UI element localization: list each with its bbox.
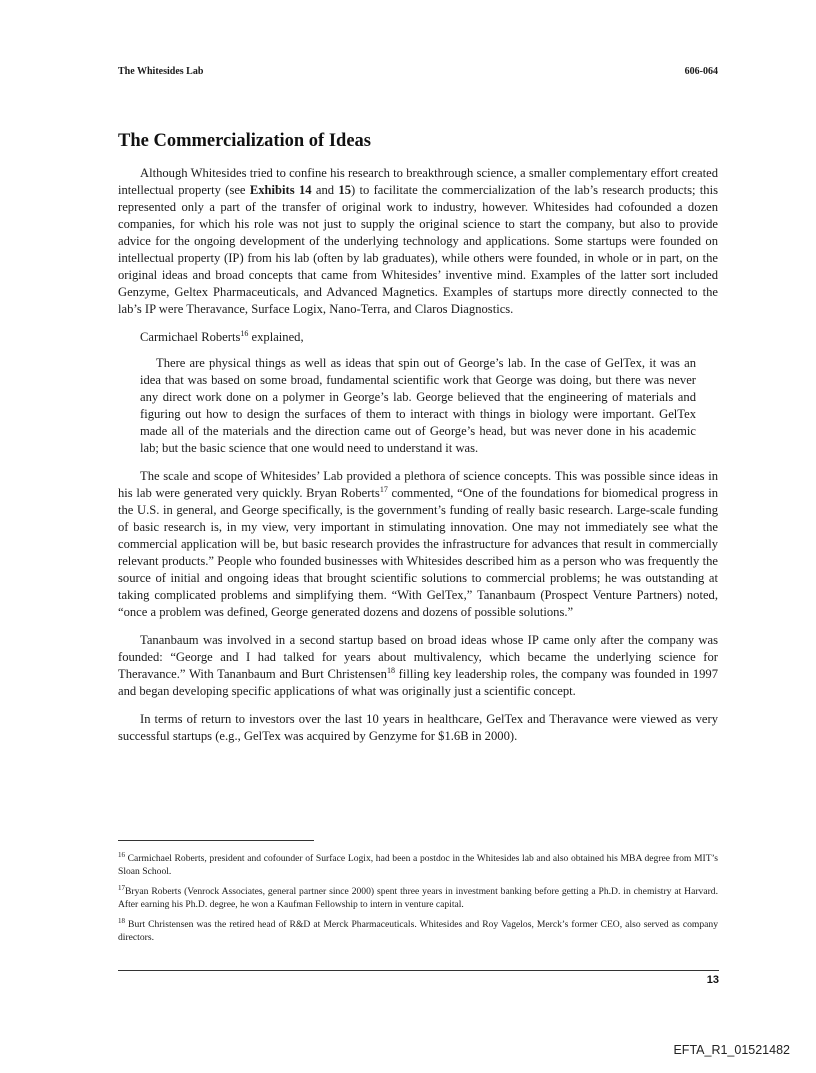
paragraph-text: Carmichael Roberts [140,330,241,344]
paragraph-text: The scale and scope of Whitesides’ Lab provided a plethora of science concepts. This was possible since ideas in his lab were generated very quickly. Bryan Roberts [118,469,718,500]
exhibit-reference: Exhibits 14 [249,183,312,197]
exhibit-reference: 15 [338,183,351,197]
page-number: 13 [706,974,719,986]
header-case-number: 606-064 [684,66,718,77]
footnote [118,852,718,878]
paragraph [118,165,718,318]
footnote-number: 16 [118,850,125,859]
footnote-marker: 17 [379,484,388,494]
footnote [118,918,718,944]
paragraph-text: ) to facilitate the commercialization of the lab’s research products; this represented only a part of the transfer of original work to industry, however. Whitesides had cofounded a dozen companies, for which his role was not just to supply the original science to start the company, but also to provide advice for the ongoing development of the underlying technology and applications. Some startups were founded on intellectual property (IP) from his lab (often by lab graduates), while others were founded, in whole or in part, on the original ideas and broad concepts that came from Whitesides’ inventive mind. Examples of the latter sort included Genzyme, Geltex Pharmaceuticals, and Advanced Magnetics. Examples of startups more directly connected to the lab’s IP were Theravance, Surface Logix, Nano-Terra, and Claros Diagnostics. [118,183,718,316]
paragraph-text: and [311,183,339,197]
paragraph-text: filling key leadership roles, the company was founded in 1997 and began developing specific applications of what was originally just a scientific concept. [118,667,719,698]
paragraph-text: explained, [248,330,304,344]
footnote-number: 18 [118,916,125,925]
paragraph-text: commented, “One of the foundations for biomedical progress in the U.S. in general, and George specifically, is the government’s funding of really basic research. Large-scale funding of basic research is, in my view, very important in stimulating innovation. One may not immediately see what the commercial application will be, but basic research provides the infrastructure for advances that result in commercially relevant products.” People who founded businesses with Whitesides described him as a person who was frequently the source of initial and ongoing ideas that brought scientific solutions to commercial problems; he was outstanding at taking complicated problems and simplifying them. “With GelTex,” Tananbaum (Prospect Venture Partners) noted, “once a problem was defined, George generated dozens and dozens of possible solutions.” [118,486,719,619]
footnote-text: Carmichael Roberts, president and cofounder of Surface Logix, had been a postdoc in the Whitesides lab and also obtained his MBA degree from MIT’s Sloan School. [118,853,718,877]
body-text [118,165,718,756]
footnote-number: 17 [118,883,125,892]
paragraph-text: Although Whitesides tried to confine his research to breakthrough science, a smaller complementary effort created intellectual property (see [118,166,718,197]
footer-divider [118,970,719,971]
paragraph-text: Tananbaum was involved in a second startup based on broad ideas whose IP came only after the company was founded: “George and I had talked for years about multivalency, which became the underlying science for Theravance.” With Tananbaum and Burt Christensen [118,633,718,681]
footnote-marker: 18 [386,665,395,675]
section-title: The Commercialization of Ideas [118,131,371,151]
footnote [118,885,718,911]
paragraph [118,632,718,700]
header-title: The Whitesides Lab [118,66,204,77]
footnotes [118,852,718,951]
document-id-stamp: EFTA_R1_01521482 [673,1043,790,1057]
block-quote [140,355,696,457]
footnote-marker: 16 [240,328,249,338]
quote-text: There are physical things as well as ideas that spin out of George’s lab. In the case of GelTex, it was an idea that was based on some broad, fundamental scientific work that George was doing, but there was never any direct work done on a polymer in George’s lab. George believed that the engineering of materials and figuring out how to design the surfaces of them to interact with things in biology were important. GelTex made all of the materials and the direction came out of George’s head, but was never done in his academic lab; but the basic science that one would need to understand it was. [140,356,696,455]
paragraph: In terms of return to investors over the last 10 years in healthcare, GelTex and Theravance were viewed as very successful startups (e.g., GelTex was acquired by Genzyme for $1.6B in 2000). [118,712,718,743]
footnote-text: Bryan Roberts (Venrock Associates, general partner since 2000) spent three years in investment banking before getting a Ph.D. in chemistry at Harvard. After earning his Ph.D. degree, he won a Kaufman Fellowship to intern in venture capital. [118,886,718,910]
footnote-divider [118,840,314,841]
paragraph [118,468,718,621]
paragraph [118,329,718,346]
footnote-text: Burt Christensen was the retired head of R&D at Merck Pharmaceuticals. Whitesides and Roy Vagelos, Merck’s former CEO, also served as company directors. [118,919,718,943]
